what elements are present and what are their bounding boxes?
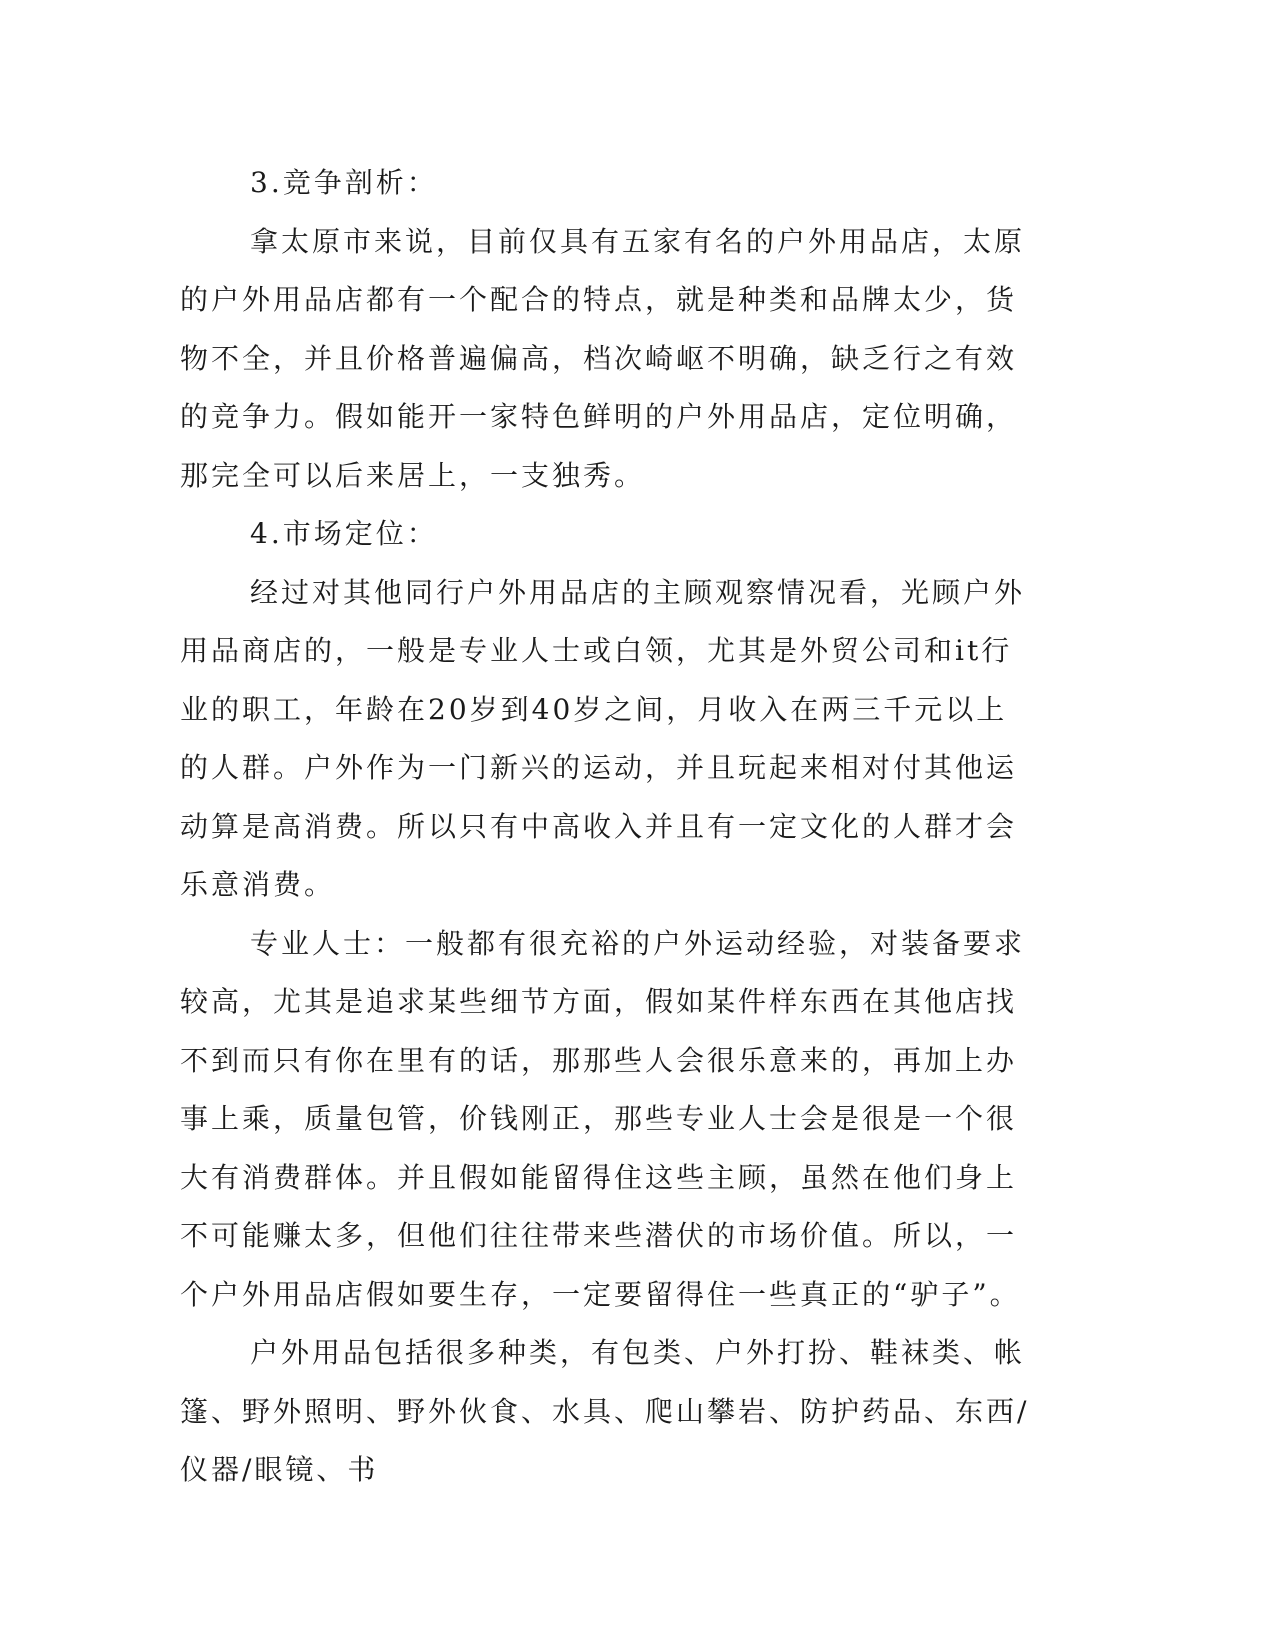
market-positioning-paragraph: 经过对其他同行户外用品店的主顾观察情况看，光顾户外用品商店的，一般是专业人士或白领，尤其是外贸公司和it行业的职工，年龄在20岁到40岁之间，月收入在两三千元以上的人群。户外作为一门新兴的运动，并且玩起来相对付其他运动算是高消费。所以只有中高收入并且有一定文化的人群才会乐意消费。: [180, 575, 1026, 901]
professionals-paragraph: 专业人士：一般都有很充裕的户外运动经验，对装备要求较高，尤其是追求某些细节方面，假如某件样东西在其他店找不到而只有你在里有的话，那那些人会很乐意来的，再加上办事上乘，质量包管，价钱刚正，那些专业人士会是很是一个很大有消费群体。并且假如能留得住这些主顾，虽然在他们身上不可能赚太多，但他们往往带来些潜伏的市场价值。所以，一个户外用品店假如要生存，一定要留得住一些真正的“驴子”。: [180, 926, 1026, 1311]
section-heading-market-positioning: 4.市场定位：: [250, 517, 438, 550]
section-heading-competition: 3.竞争剖析：: [250, 166, 438, 199]
competition-paragraph: 拿太原市来说，目前仅具有五家有名的户外用品店，太原的户外用品店都有一个配合的特点，就是种类和品牌太少，货物不全，并且价格普遍偏高，档次崎岖不明确，缺乏行之有效的竞争力。假如能开一家特色鲜明的户外用品店，定位明确，那完全可以后来居上，一支独秀。: [180, 224, 1026, 492]
document-body: [180, 154, 1030, 1500]
product-categories-paragraph: 户外用品包括很多种类，有包类、户外打扮、鞋袜类、帐篷、野外照明、野外伙食、水具、爬山攀岩、防护药品、东西/仪器/眼镜、书: [180, 1336, 1030, 1486]
